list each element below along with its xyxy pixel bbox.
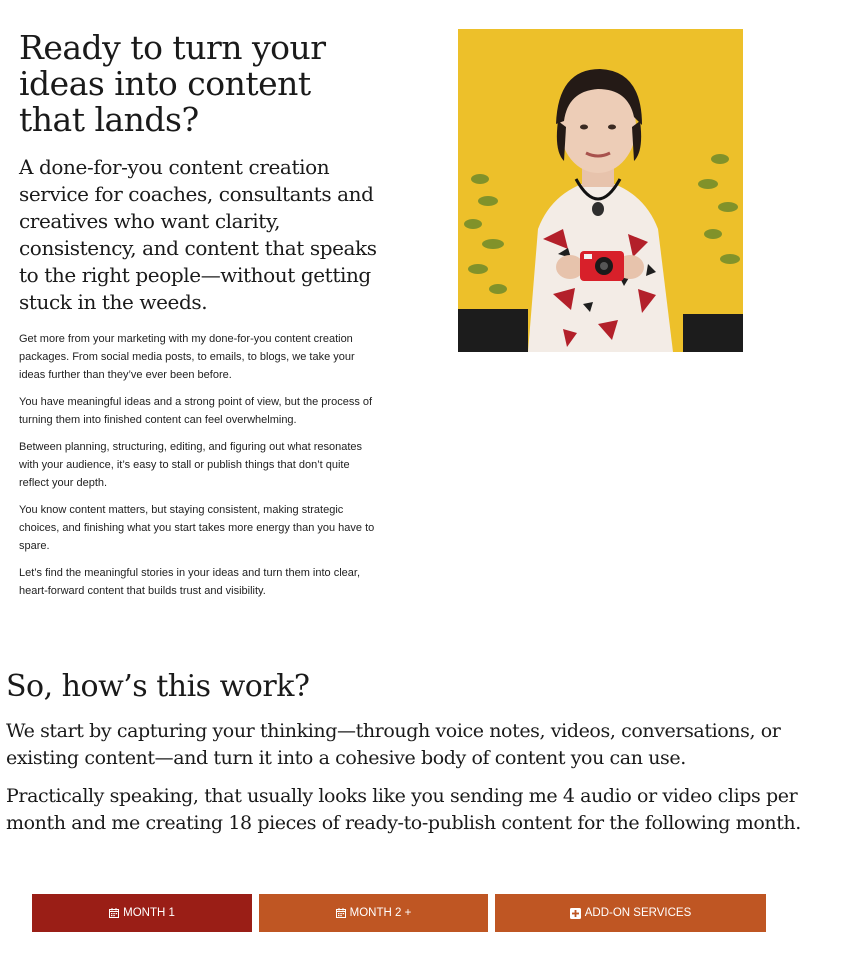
tab-label: MONTH 2 + bbox=[349, 907, 412, 919]
hero-paragraph: Between planning, structuring, editing, and figuring out what resonates with your audience, it’s easy to stall or publish things that don’t quite reflect your depth. bbox=[19, 441, 363, 489]
hero-paragraph: You have meaningful ideas and a strong point of view, but the process of turning them into finished content can feel overwhelming. bbox=[19, 396, 373, 426]
how-it-works-section bbox=[6, 668, 806, 836]
portrait-photo bbox=[458, 29, 743, 352]
tab-month-2-plus[interactable] bbox=[259, 894, 488, 932]
hero-paragraph: Let’s find the meaningful stories in your ideas and turn them into clear, heart-forward content that builds trust and visibility. bbox=[19, 567, 360, 597]
how-it-works-paragraph: We start by capturing your thinking—through voice notes, videos, conversations, or existing content—and turn it into a cohesive body of content you can use. bbox=[6, 720, 781, 769]
package-tabs bbox=[0, 894, 848, 932]
hero-paragraph: You know content matters, but staying consistent, making strategic choices, and finishing what you start takes more energy than you have to spare. bbox=[19, 504, 375, 552]
how-it-works-paragraph: Practically speaking, that usually looks like you sending me 4 audio or video clips per month and me creating 18 pieces of ready-to-publish content for the following month. bbox=[6, 785, 801, 834]
hero-title: Ready to turn your ideas into content that lands? bbox=[19, 28, 326, 139]
tab-label: MONTH 1 bbox=[123, 907, 175, 919]
tab-add-on-services[interactable] bbox=[495, 894, 766, 932]
tab-label: ADD-ON SERVICES bbox=[584, 907, 692, 919]
calendar-icon bbox=[109, 908, 119, 918]
portrait-illustration bbox=[458, 29, 743, 352]
how-it-works-title: So, how’s this work? bbox=[6, 669, 310, 704]
calendar-icon bbox=[336, 908, 346, 918]
hero-text-column bbox=[19, 30, 379, 609]
hero-paragraph: Get more from your marketing with my done-for-you content creation packages. From social media posts, to emails, to blogs, we take your ideas further than they’ve ever been before. bbox=[19, 333, 355, 381]
plus-square-icon bbox=[570, 908, 581, 919]
hero-body bbox=[19, 330, 379, 600]
hero-subtitle: A done-for-you content creation service for coaches, consultants and creatives who want clarity, consistency, and content that speaks to the right people—without getting stuck in the weeds. bbox=[19, 155, 377, 314]
tab-month-1[interactable] bbox=[32, 894, 252, 932]
